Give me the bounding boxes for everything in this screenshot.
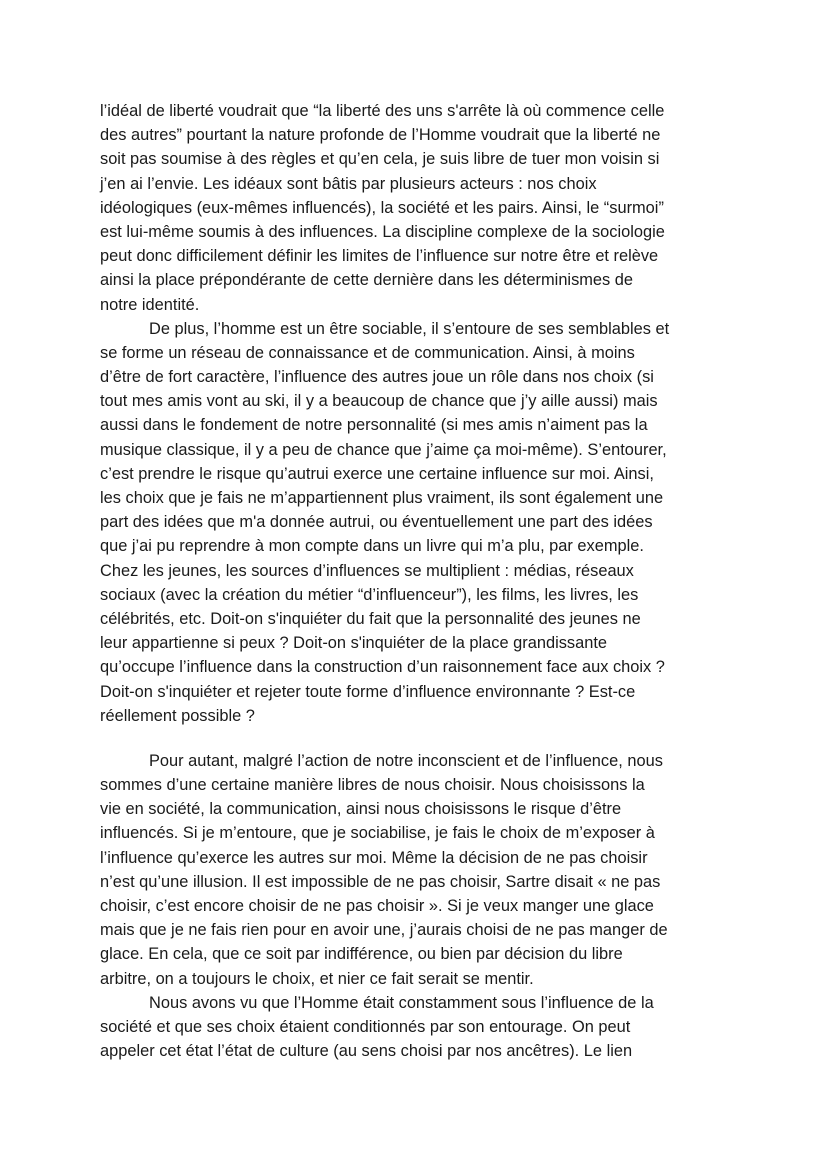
text-line: c’est prendre le risque qu’autrui exerce une certaine influence sur moi. Ainsi, xyxy=(100,464,654,483)
text-line: choisir, c’est encore choisir de ne pas choisir ». Si je veux manger une glace xyxy=(100,897,654,915)
text-line: mais que je ne fais rien pour en avoir une, j’aurais choisi de ne pas manger de xyxy=(100,921,668,940)
paragraph-gap xyxy=(100,728,726,749)
paragraph-1 xyxy=(100,99,726,317)
text-line: peut donc difficilement définir les limites de l’influence sur notre être et relève xyxy=(100,247,659,266)
text-line: célébrités, etc. Doit-on s'inquiéter du fait que la personnalité des jeunes ne xyxy=(100,609,641,628)
text-line: sociaux (avec la création du métier “d’influenceur”), les films, les livres, les xyxy=(100,585,639,604)
text-line: aussi dans le fondement de notre personnalité (si mes amis n’aiment pas la xyxy=(100,416,648,435)
text-line: ainsi la place prépondérante de cette dernière dans les déterminismes de xyxy=(100,271,634,290)
text-line: réellement possible ? xyxy=(100,706,255,725)
text-line: des autres” pourtant la nature profonde de l’Homme voudrait que la liberté ne xyxy=(100,126,661,145)
text-line: est lui-même soumis à des influences. La discipline complexe de la sociologie xyxy=(100,222,665,241)
text-line: sommes d’une certaine manière libres de nous choisir. Nous choisissons la xyxy=(100,776,645,795)
document-body xyxy=(100,99,726,1063)
text-line: que j’ai pu reprendre à mon compte dans un livre qui m’a plu, par exemple. xyxy=(100,537,644,556)
text-line: n’est qu’une illusion. Il est impossible de ne pas choisir, Sartre disait « ne pas xyxy=(100,872,661,891)
text-line: glace. En cela, que ce soit par indifférence, ou bien par décision du libre xyxy=(100,945,623,964)
text-line: qu’occupe l’influence dans la construction d’un raisonnement face aux choix ? xyxy=(100,658,665,677)
text-line: influencés. Si je m’entoure, que je sociabilise, je fais le choix de m’exposer à xyxy=(100,824,655,843)
text-line: Doit-on s'inquiéter et rejeter toute forme d’influence environnante ? Est-ce xyxy=(100,682,636,701)
text-line: leur appartienne si peux ? Doit-on s'inquiéter de la place grandissante xyxy=(100,634,608,653)
text-line: j’en ai l’envie. Les idéaux sont bâtis par plusieurs acteurs : nos choix xyxy=(100,174,597,193)
text-line: vie en société, la communication, ainsi nous choisissons le risque d’être xyxy=(100,800,622,819)
text-line: société et que ses choix étaient conditionnés par son entourage. On peut xyxy=(100,1017,631,1036)
text-line: arbitre, on a toujours le choix, et nier ce fait serait se mentir. xyxy=(100,969,534,988)
text-line: De plus, l’homme est un être sociable, il s’entoure de ses semblables et xyxy=(149,319,670,338)
text-line: soit pas soumise à des règles et qu’en cela, je suis libre de tuer mon voisin si xyxy=(100,150,660,169)
text-line: idéologiques (eux-mêmes influencés), la société et les pairs. Ainsi, le “surmoi” xyxy=(100,198,664,217)
text-line: l’idéal de liberté voudrait que “la liberté des uns s'arrête là où commence celle xyxy=(100,102,665,120)
text-line: notre identité. xyxy=(100,295,200,314)
text-line: les choix que je fais ne m’appartiennent plus vraiment, ils sont également une xyxy=(100,489,664,507)
paragraph-2 xyxy=(100,317,726,728)
text-line: musique classique, il y a peu de chance que j’aime ça moi-même). S’entourer, xyxy=(100,440,667,459)
text-line: tout mes amis vont au ski, il y a beaucoup de chance que j’y aille aussi) mais xyxy=(100,392,658,411)
text-line: d’être de fort caractère, l’influence des autres joue un rôle dans nos choix (si xyxy=(100,368,654,387)
text-line: part des idées que m'a donnée autrui, ou éventuellement une part des idées xyxy=(100,513,653,532)
paragraph-3 xyxy=(100,749,726,991)
text-line: Nous avons vu que l’Homme était constamment sous l’influence de la xyxy=(149,993,654,1012)
text-line: Pour autant, malgré l’action de notre inconscient et de l’influence, nous xyxy=(149,751,663,770)
text-line: l’influence qu’exerce les autres sur moi. Même la décision de ne pas choisir xyxy=(100,848,648,867)
text-line: se forme un réseau de connaissance et de communication. Ainsi, à moins xyxy=(100,343,635,362)
text-line: appeler cet état l’état de culture (au sens choisi par nos ancêtres). Le lien xyxy=(100,1042,633,1061)
paragraph-4 xyxy=(100,991,726,1064)
text-line: Chez les jeunes, les sources d’influences se multiplient : médias, réseaux xyxy=(100,561,634,580)
